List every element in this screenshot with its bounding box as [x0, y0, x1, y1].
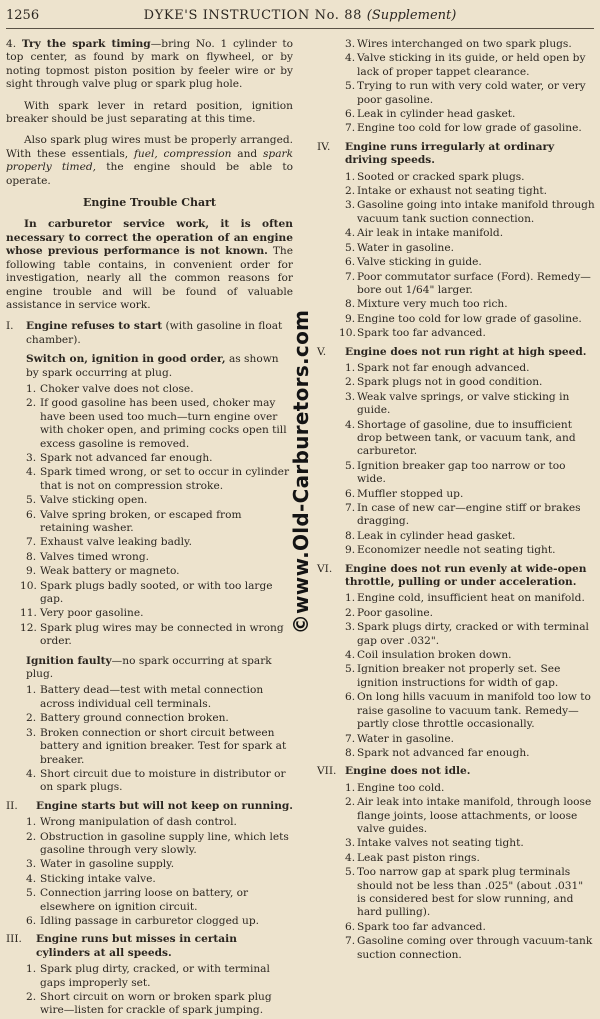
list-item: [6, 536, 293, 549]
list-item: [317, 935, 595, 962]
chart-intro-bold: In carburetor service work, it is often necessary to correct the operation of an engine whose previous performance is not known.: [6, 218, 293, 258]
ignition-faulty-list: [6, 684, 293, 794]
list-item: [6, 727, 293, 767]
list-item: [317, 460, 595, 487]
item-number: 6.: [345, 487, 356, 500]
item-text: Intake or exhaust not seating tight.: [357, 185, 548, 198]
list-item: [317, 391, 595, 418]
chart-intro: [6, 218, 293, 312]
list-item: [317, 691, 595, 731]
item-text: Coil insulation broken down.: [357, 649, 512, 662]
item-text: Spark not advanced far enough.: [40, 451, 213, 464]
wires-text-c: and: [237, 147, 258, 160]
section-title: Engine starts but will not keep on running.: [36, 799, 293, 812]
item-number: 6.: [26, 508, 37, 521]
list-item: [317, 327, 595, 340]
list-item: [317, 488, 595, 501]
section-numeral: I.: [6, 320, 14, 333]
item-number: 6.: [345, 920, 356, 933]
item-text: Water in gasoline.: [357, 241, 454, 254]
item-text: Gasoline going into intake manifold through vacuum tank suction connection.: [357, 199, 595, 225]
list-item: [317, 122, 595, 135]
item-text: Gasoline coming over through vacuum-tank suction connection.: [357, 935, 593, 961]
item-number: 5.: [345, 80, 356, 93]
list-item: [6, 684, 293, 711]
item-number: 8.: [26, 550, 37, 563]
item-text: Wires interchanged on two spark plugs.: [357, 38, 572, 50]
item-number: 4.: [26, 767, 37, 780]
section-numeral: V.: [317, 345, 327, 358]
list-item: [6, 607, 293, 620]
list-item: [317, 256, 595, 269]
item-text: Wrong manipulation of dash control.: [40, 816, 237, 829]
section-note: (with gasoline in float chamber).: [26, 320, 283, 346]
list-item: [317, 171, 595, 184]
section-2-list: [6, 816, 293, 928]
item-number: 9.: [345, 544, 356, 557]
item-text: Muffler stopped up.: [357, 487, 464, 500]
item-number: 5.: [345, 663, 356, 676]
list-item: [317, 313, 595, 326]
item-number: 3.: [345, 837, 356, 850]
item-number: 9.: [345, 312, 356, 325]
wires-text-e: the engine should be able to operate.: [6, 161, 293, 187]
item-text: Choker valve does not close.: [40, 382, 194, 395]
item-text: Valve spring broken, or escaped from retaining washer.: [40, 508, 242, 534]
item-number: 6.: [345, 108, 356, 121]
chart-intro-text: The following table contains, in convenient order for investigation, nearly all the common reasons for engine trouble and will be found of valuable assistance in service work.: [6, 245, 294, 311]
list-item: [6, 580, 293, 607]
list-item: [6, 858, 293, 871]
item-text: Mixture very much too rich.: [357, 298, 508, 311]
item-number: 4.: [26, 466, 37, 479]
item-text: Sooted or cracked spark plugs.: [357, 170, 525, 183]
list-item: [6, 712, 293, 725]
item-text: Spark plugs dirty, cracked or with terminal gap over .032".: [357, 621, 589, 647]
list-item: [6, 494, 293, 507]
item-number: 2.: [26, 397, 37, 410]
item-number: 12.: [20, 621, 37, 634]
item-text: Air leak into intake manifold, through loose flange joints, loose attachments, or loose valve guides.: [357, 796, 592, 835]
item-text: Shortage of gasoline, due to insufficient drop between tank, or vacuum tank, and carburetor.: [357, 418, 576, 458]
item-text: Poor commutator surface (Ford). Remedy—bore out 1/64" larger.: [357, 270, 591, 296]
section-5-heading: [317, 346, 595, 359]
item-text: Spark not far enough advanced.: [357, 361, 530, 374]
item-number: 2.: [345, 376, 356, 389]
item-text: Ignition breaker gap too narrow or too wide.: [357, 459, 566, 486]
section-title: Engine does not idle.: [345, 765, 471, 778]
item-number: 2.: [345, 606, 356, 619]
item-text: In case of new car—engine stiff or brakes dragging.: [357, 502, 581, 528]
item-number: 1.: [26, 684, 37, 697]
section-4-heading: [317, 141, 595, 168]
section-title: Engine does not run evenly at wide-open throttle, pulling or under acceleration.: [345, 562, 587, 589]
list-item: [6, 622, 293, 649]
list-item: [317, 663, 595, 690]
section-7-list: [317, 782, 595, 962]
item-text: Engine too cold for low grade of gasoline.: [357, 312, 582, 325]
section-numeral: VII.: [317, 765, 337, 778]
item-number: 11.: [20, 607, 37, 620]
list-item: [6, 397, 293, 451]
item-number: 3.: [345, 390, 356, 403]
list-item: [317, 866, 595, 920]
item-number: 7.: [345, 732, 356, 745]
item-number: 3.: [345, 621, 356, 634]
item-number: 6.: [345, 256, 356, 269]
item-text: Connection jarring loose on battery, or elsewhere on ignition circuit.: [40, 887, 249, 913]
item-number: 8.: [345, 746, 356, 759]
left-column: [6, 38, 293, 1019]
list-item: [317, 242, 595, 255]
item-text: Spark too far advanced.: [357, 327, 486, 340]
item-text: Spark plugs badly sooted, or with too large gap.: [40, 579, 273, 606]
item-number: 1.: [26, 816, 37, 829]
item-number: 3.: [26, 726, 37, 739]
item-number: 3.: [345, 199, 356, 212]
item-text: Idling passage in carburetor clogged up.: [40, 914, 259, 927]
item-text: Water in gasoline.: [357, 732, 454, 745]
item-text: Too narrow gap at spark plug terminals should not be less than .025" (about .031" is considered best for slow running, and hard pulling).: [357, 866, 584, 919]
wires-paragraph: [6, 134, 293, 188]
list-item: [317, 607, 595, 620]
list-item: [317, 796, 595, 836]
list-item: [6, 383, 293, 396]
list-item: [317, 544, 595, 557]
page-number: 1256: [6, 8, 40, 23]
item-text: Weak battery or magneto.: [40, 565, 180, 578]
item-number: 2.: [345, 796, 356, 809]
item-number: 7.: [345, 502, 356, 514]
section-3-heading: [6, 933, 293, 960]
list-item: [6, 466, 293, 493]
item-text: Valve sticking in its guide, or held open by lack of proper tappet clearance.: [357, 52, 586, 78]
list-item: [6, 963, 293, 990]
item-text: Battery dead—test with metal connection across individual cell terminals.: [40, 684, 264, 710]
item-number: 1.: [26, 382, 37, 395]
item-number: 7.: [345, 935, 356, 948]
item-text: Valves timed wrong.: [40, 550, 150, 563]
section-6-heading: [317, 563, 595, 590]
item-number: 4.: [345, 649, 356, 662]
item-number: 7.: [345, 122, 356, 135]
section-numeral: IV.: [317, 140, 331, 153]
running-title-text: DYKE'S INSTRUCTION No. 88: [143, 8, 363, 23]
list-item: [6, 551, 293, 564]
item-text: Weak valve springs, or valve sticking in guide.: [357, 390, 570, 417]
item-number: 4.: [345, 851, 356, 864]
item-number: 7.: [345, 270, 356, 283]
list-item: [6, 873, 293, 886]
page-header: [6, 8, 594, 29]
subhead-bold: Switch on, ignition in good order,: [26, 353, 226, 366]
wires-text-a: Also spark plug wires must be properly arranged. With these essentials,: [6, 134, 293, 160]
section-3-list: [6, 963, 293, 1018]
right-column: [317, 38, 595, 963]
list-item: [317, 376, 595, 389]
item-text: Valve sticking open.: [40, 494, 148, 507]
section-numeral: VI.: [317, 562, 333, 575]
item-number: 3.: [26, 451, 37, 464]
item-number: 1.: [345, 170, 356, 183]
item-text: Sticking intake valve.: [40, 872, 156, 885]
subhead-text: —no spark occurring at spark plug.: [26, 654, 272, 681]
section-7-heading: [317, 765, 595, 778]
item-number: 2.: [26, 991, 37, 1003]
section-title: Engine does not run right at high speed.: [345, 345, 587, 358]
item-text: Engine too cold.: [357, 781, 445, 794]
item-text: Short circuit due to moisture in distributor or on spark plugs.: [40, 767, 286, 794]
subhead-text: as shown by spark occurring at plug.: [26, 353, 279, 379]
section-title: Engine runs irregularly at ordinary driving speeds.: [345, 140, 555, 167]
watermark: ©www.Old-Carburetors.com: [289, 309, 313, 635]
item-text: Spark not advanced far enough.: [357, 746, 530, 759]
section-6-list: [317, 592, 595, 760]
item-text: Poor gasoline.: [357, 606, 434, 619]
section-title: Engine runs but misses in certain cylinders at all speeds.: [36, 933, 237, 959]
list-item: [6, 915, 293, 928]
item-number: 3.: [345, 38, 356, 50]
item-text: On long hills vacuum in manifold too low to raise gasoline to vacuum tank. Remedy—partly close throttle occasionally.: [357, 691, 591, 731]
list-item: [317, 621, 595, 648]
item-text: Very poor gasoline.: [40, 607, 144, 620]
step-heading: Try the spark timing: [21, 38, 151, 50]
section-numeral: II.: [6, 799, 18, 812]
list-item: [317, 199, 595, 226]
list-item: [6, 887, 293, 914]
item-text: Spark too far advanced.: [357, 920, 486, 933]
item-number: 2.: [26, 712, 37, 725]
item-text: Trying to run with very cold water, or very poor gasoline.: [357, 80, 586, 106]
item-text: Battery ground connection broken.: [40, 712, 229, 725]
item-number: 4.: [345, 418, 356, 431]
item-number: 2.: [345, 185, 356, 198]
item-text: Ignition breaker not properly set. See ignition instructions for width of gap.: [357, 663, 561, 689]
section-numeral: III.: [6, 933, 22, 946]
wires-text-d: spark properly timed,: [6, 147, 294, 174]
item-text: Short circuit on worn or broken spark plug wire—listen for crackle of spark jumping.: [40, 991, 272, 1017]
step-number: 4.: [6, 38, 17, 50]
list-item: [317, 271, 595, 298]
item-text: Economizer needle not seating tight.: [357, 544, 556, 557]
list-item: [317, 362, 595, 375]
item-text: If good gasoline has been used, choker may have been used too much—turn engine over with choker open, and priming cocks open till excess gasoline is removed.: [40, 397, 287, 450]
item-number: 4.: [26, 872, 37, 885]
item-text: Water in gasoline supply.: [40, 858, 175, 871]
section-title: Engine refuses to start: [26, 320, 163, 333]
list-item: [6, 831, 293, 858]
item-number: 4.: [345, 52, 356, 65]
section-3-continued-list: [317, 38, 595, 136]
item-text: Spark plug dirty, cracked, or with terminal gaps improperly set.: [40, 963, 270, 989]
section-1-list: [6, 383, 293, 649]
list-item: [317, 419, 595, 459]
item-text: Air leak in intake manifold.: [357, 227, 504, 240]
item-number: 6.: [26, 914, 37, 927]
item-number: 1.: [345, 361, 356, 374]
ignition-faulty-subhead: [6, 655, 293, 682]
item-number: 10.: [339, 327, 356, 340]
item-text: Leak past piston rings.: [357, 851, 480, 864]
item-text: Leak in cylinder head gasket.: [357, 529, 516, 542]
item-number: 1.: [26, 963, 37, 976]
list-item: [317, 649, 595, 662]
item-number: 5.: [26, 494, 37, 507]
item-number: 1.: [345, 592, 356, 605]
list-item: [6, 452, 293, 465]
retard-paragraph: With spark lever in retard position, ignition breaker should be just separating at this time.: [6, 99, 293, 126]
item-number: 10.: [20, 579, 37, 592]
list-item: [6, 509, 293, 536]
spark-timing-step: [6, 38, 293, 92]
list-item: [317, 80, 595, 107]
list-item: [317, 782, 595, 795]
section-1-subhead: [6, 353, 293, 380]
item-text: Engine too cold for low grade of gasoline.: [357, 122, 582, 135]
section-2-heading: [6, 800, 293, 813]
wires-text-b: fuel, compression: [133, 147, 232, 160]
list-item: [6, 565, 293, 578]
item-number: 5.: [26, 887, 37, 900]
list-item: [317, 592, 595, 605]
item-number: 6.: [345, 691, 356, 704]
step-text: —bring No. 1 cylinder to top center, as found by mark on flywheel, or by noting topmost piston position by feeler wire or by sight through valve plug or spark plug hole.: [6, 38, 293, 91]
list-item: [317, 502, 595, 529]
section-5-list: [317, 362, 595, 558]
item-number: 3.: [26, 858, 37, 871]
section-4-list: [317, 171, 595, 341]
section-1-heading: [6, 320, 293, 347]
list-item: [6, 816, 293, 829]
item-number: 9.: [26, 565, 37, 578]
list-item: [317, 298, 595, 311]
item-number: 1.: [345, 781, 356, 794]
item-number: 8.: [345, 298, 356, 311]
item-number: 2.: [26, 830, 37, 843]
item-text: Leak in cylinder head gasket.: [357, 108, 516, 121]
item-text: Spark timed wrong, or set to occur in cylinder that is not on compression stroke.: [40, 466, 290, 492]
list-item: [6, 991, 293, 1018]
item-text: Obstruction in gasoline supply line, which lets gasoline through very slowly.: [40, 830, 289, 856]
chart-title: Engine Trouble Chart: [82, 196, 217, 210]
list-item: [317, 38, 595, 51]
item-number: 5.: [345, 459, 356, 472]
item-text: Spark plugs not in good condition.: [357, 376, 543, 389]
list-item: [317, 747, 595, 760]
subhead-bold: Ignition faulty: [26, 654, 112, 667]
item-number: 7.: [26, 536, 37, 549]
list-item: [317, 733, 595, 746]
item-text: Broken connection or short circuit between battery and ignition breaker. Test for spark at breaker.: [40, 726, 287, 766]
supplement-label: (Supplement): [366, 8, 457, 23]
list-item: [317, 108, 595, 121]
item-number: 4.: [345, 227, 356, 240]
item-number: 5.: [345, 241, 356, 254]
list-item: [317, 227, 595, 240]
item-text: Valve sticking in guide.: [357, 256, 482, 269]
running-title: [6, 8, 594, 23]
list-item: [317, 852, 595, 865]
item-number: 8.: [345, 529, 356, 542]
item-text: Exhaust valve leaking badly.: [40, 536, 193, 549]
list-item: [317, 837, 595, 850]
list-item: [317, 185, 595, 198]
item-text: Engine cold, insufficient heat on manifold.: [357, 592, 585, 605]
item-text: Intake valves not seating tight.: [357, 837, 524, 850]
item-number: 5.: [345, 866, 356, 879]
list-item: [6, 768, 293, 795]
list-item: [317, 921, 595, 934]
list-item: [317, 530, 595, 543]
list-item: [317, 52, 595, 79]
item-text: Spark plug wires may be connected in wrong order.: [40, 621, 284, 648]
